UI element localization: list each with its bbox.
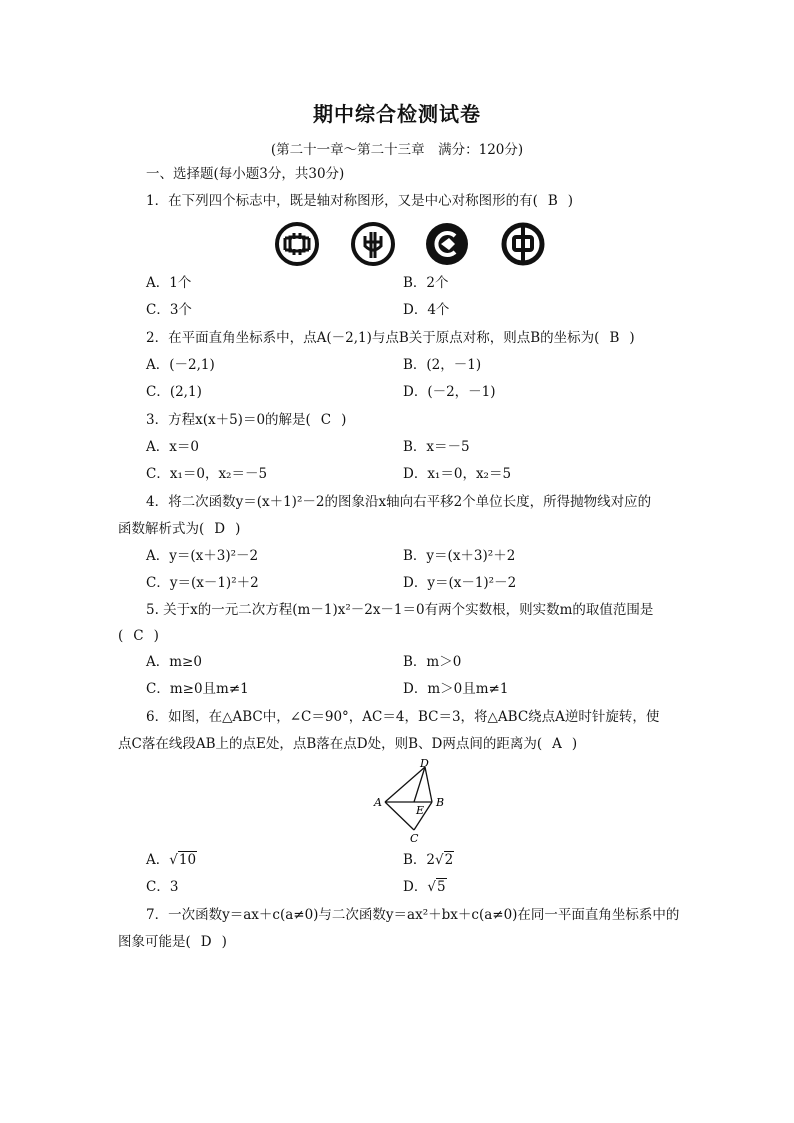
- question-1: [146, 191, 573, 211]
- question-1-option-d: D．4个: [403, 302, 450, 318]
- question-6-option-a-prefix: A．: [146, 852, 170, 868]
- page-subtitle: (第二十一章～第二十三章 满分：120分): [270, 142, 524, 158]
- question-6-option-b: [403, 850, 454, 870]
- question-1-answer: B: [547, 193, 558, 209]
- page-title: 期中综合检测试卷: [313, 102, 481, 126]
- question-3-answer: C: [320, 412, 332, 428]
- sqrt-symbol: √: [169, 852, 178, 868]
- question-2: [146, 328, 635, 348]
- question-4-close: ): [235, 521, 241, 537]
- question-6-option-d: [403, 877, 447, 897]
- label-e: E: [416, 804, 425, 817]
- question-5-answer: C: [133, 628, 144, 644]
- question-5-option-a: A．m≥0: [146, 654, 202, 670]
- question-3-option-c: C．x₁＝0，x₂＝－5: [146, 466, 268, 482]
- question-6-answer: A: [552, 736, 562, 752]
- label-b: B: [436, 796, 445, 809]
- bank-logo-3-icon: [425, 222, 469, 266]
- label-a: A: [374, 796, 382, 809]
- bank-logo-1-icon: [275, 222, 319, 266]
- bank-logo-4-icon: [501, 222, 545, 266]
- question-5-option-b: B．m＞0: [403, 654, 462, 670]
- question-4-option-c: C．y＝(x－1)²＋2: [146, 575, 259, 591]
- question-7-line-2: [118, 932, 227, 952]
- question-4-option-b: B．y＝(x＋3)²＋2: [403, 548, 516, 564]
- question-6-option-c: C．3: [146, 879, 179, 895]
- question-1-stem: 1．在下列四个标志中，既是轴对称图形，又是中心对称图形的有(: [146, 193, 538, 209]
- question-2-option-d: D．(－2，－1): [403, 384, 496, 400]
- question-3: [146, 410, 346, 430]
- question-6-option-a: [146, 850, 197, 870]
- question-1-option-c: C．3个: [146, 302, 192, 318]
- label-c: C: [410, 832, 419, 845]
- question-7-line-1: 7．一次函数y＝ax＋c(a≠0)与二次函数y＝ax²＋bx＋c(a≠0)在同一平面直角坐标系中的: [146, 907, 680, 923]
- question-5-line-1: 5. 关于x的一元二次方程(m－1)x²－2x－1＝0有两个实数根，则实数m的取值范围是: [146, 602, 654, 618]
- question-5-close: ): [153, 628, 159, 644]
- question-1-option-b: B．2个: [403, 275, 449, 291]
- segment-db: [425, 767, 432, 802]
- question-6-option-a-radicand: 10: [178, 852, 197, 868]
- question-2-option-a: A．(－2,1): [146, 357, 215, 373]
- segment-ac: [385, 802, 414, 830]
- question-6-option-b-radicand: 2: [444, 852, 454, 868]
- section-heading: 一、选择题(每小题3分，共30分): [146, 166, 345, 182]
- question-2-option-b: B．(2，－1): [403, 357, 482, 373]
- question-4-stem-tail: 函数解析式为(: [118, 521, 205, 537]
- question-6-stem-tail: 点C落在线段AB上的点E处，点B落在点D处，则B、D两点间的距离为(: [118, 736, 543, 752]
- question-3-close: ): [341, 412, 347, 428]
- question-6-option-b-prefix: B．2: [403, 852, 436, 868]
- question-1-close: ): [567, 193, 574, 209]
- question-4-option-a: A．y＝(x＋3)²－2: [146, 548, 259, 564]
- question-1-option-a: A．1个: [146, 275, 192, 291]
- question-2-close: ): [629, 330, 635, 346]
- question-5-option-d: D．m＞0且m≠1: [403, 681, 509, 697]
- sqrt-symbol: √: [427, 879, 436, 895]
- question-6-line-2: [118, 734, 577, 754]
- question-2-stem: 2．在平面直角坐标系中，点A(－2,1)与点B关于原点对称，则点B的坐标为(: [146, 330, 600, 346]
- question-7-answer: D: [200, 934, 212, 950]
- question-6-close: ): [571, 736, 578, 752]
- question-5-open: (: [118, 628, 124, 644]
- question-4-answer: D: [214, 521, 226, 537]
- question-5-option-c: C．m≥0且m≠1: [146, 681, 249, 697]
- question-6-option-d-radicand: 5: [436, 879, 446, 895]
- question-3-stem: 3．方程x(x＋5)＝0的解是(: [146, 412, 311, 428]
- question-2-option-c: C．(2,1): [146, 384, 202, 400]
- question-6-line-1: 6．如图，在△ABC中，∠C＝90°，AC＝4，BC＝3，将△ABC绕点A逆时针旋转，使: [146, 709, 660, 725]
- question-7-close: ): [221, 934, 227, 950]
- question-3-option-d: D．x₁＝0，x₂＝5: [403, 466, 512, 482]
- question-6-figure: [370, 757, 460, 845]
- question-1-logos: [275, 222, 545, 268]
- sqrt-symbol: √: [435, 852, 444, 868]
- question-3-option-b: B．x＝－5: [403, 439, 470, 455]
- question-2-answer: B: [609, 330, 620, 346]
- question-3-option-a: A．x＝0: [146, 439, 199, 455]
- bank-logo-2-icon: [351, 222, 395, 266]
- question-4-line-2: [118, 519, 240, 539]
- question-6-option-d-prefix: D．: [403, 879, 428, 895]
- label-d: D: [420, 757, 429, 770]
- question-4-option-d: D．y＝(x－1)²－2: [403, 575, 517, 591]
- question-5-line-2: [118, 626, 159, 646]
- question-7-stem-tail: 图象可能是(: [118, 934, 191, 950]
- question-4-line-1: 4．将二次函数y＝(x＋1)²－2的图象沿x轴向右平移2个单位长度，所得抛物线对应的: [146, 494, 652, 510]
